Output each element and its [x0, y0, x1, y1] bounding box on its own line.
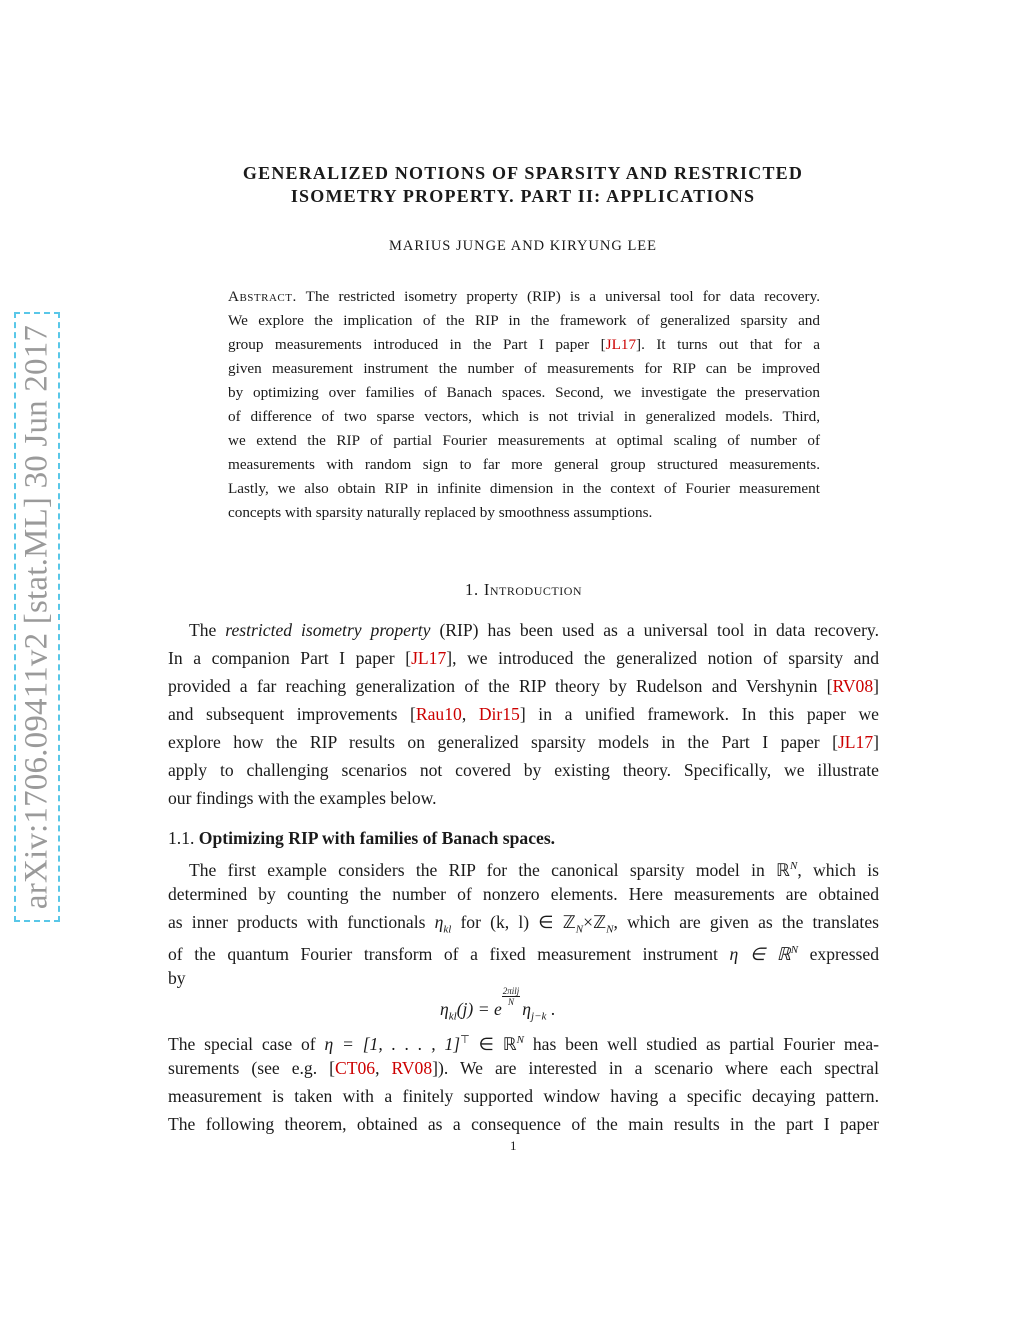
- abstract-line-7: we extend the RIP of partial Fourier measurements at optimal scaling of number of: [228, 432, 820, 449]
- section-heading: 1. Introduction: [464, 580, 583, 599]
- citation-link-jl17[interactable]: JL17: [411, 648, 447, 668]
- arxiv-id: arXiv:1706.09411v2 [stat.ML] 30 Jun 2017: [18, 324, 55, 910]
- intro-line-4: and subsequent improvements [Rau10, Dir15] in a unified framework. In this paper we: [168, 704, 879, 724]
- citation-link-rv08[interactable]: RV08: [832, 676, 874, 696]
- citation-link-dir15[interactable]: Dir15: [478, 704, 520, 724]
- display-equation: $\eta_{kl}(j) = e$ 2πilj N $\eta_{j-k}$ .: [440, 986, 556, 1023]
- citation-link-rau10[interactable]: Rau10: [415, 704, 462, 724]
- arxiv-sidebar: [14, 312, 60, 922]
- page-number: 1: [510, 1138, 517, 1153]
- intro-line-5: explore how the RIP results on generalized sparsity models in the Part I paper [JL17]: [168, 732, 879, 752]
- sub-line-1: The first example considers the RIP for the canonical sparsity model in ℝ$^N$, which is: [189, 859, 879, 880]
- paper-title-line-1: GENERALIZED NOTIONS OF SPARSITY AND RESTRICTED: [242, 163, 804, 183]
- sub-line-6: The special case of η = [1, . . . , 1]⊤ ∈ ℝ$^N$ has been well studied as partial Fourier mea-: [168, 1033, 879, 1054]
- abstract-line-2: We explore the implication of the RIP in the framework of generalized sparsity and: [228, 312, 820, 329]
- citation-link-rv08[interactable]: RV08: [391, 1058, 433, 1078]
- abstract-line-1: Abstract. The restricted isometry property (RIP) is a universal tool for data recovery.: [228, 288, 820, 305]
- sub-line-8: measurement is taken with a finitely supported window having a specific decaying pattern.: [168, 1086, 879, 1106]
- citation-link-jl17[interactable]: JL17: [605, 336, 637, 353]
- abstract-line-8: measurements with random sign to far more general group structured measurements.: [228, 456, 820, 473]
- sub-line-7: surements (see e.g. [CT06, RV08]). We are interested in a scenario where each spectral: [168, 1058, 880, 1078]
- citation-link-jl17[interactable]: JL17: [837, 732, 874, 752]
- abstract-line-6: of difference of two sparse vectors, which is not trivial in generalized models. Third,: [228, 408, 820, 425]
- paper-title-line-2: ISOMETRY PROPERTY. PART II: APPLICATIONS: [290, 186, 756, 206]
- intro-line-6: apply to challenging scenarios not covered by existing theory. Specifically, we illustrate: [168, 760, 879, 780]
- abstract-line-4: given measurement instrument the number of measurements for RIP can be improved: [228, 360, 820, 377]
- intro-line-7: our findings with the examples below.: [168, 788, 437, 808]
- sub-line-3: as inner products with functionals $\eta_{kl}$ for (k, l) ∈ ℤ$_N$×ℤ$_N$, which are given as the translates: [168, 912, 879, 936]
- intro-line-2: In a companion Part I paper [JL17], we introduced the generalized notion of sparsity and: [168, 648, 879, 668]
- intro-line-1: The restricted isometry property (RIP) has been used as a universal tool in data recovery.: [189, 620, 879, 640]
- sub-line-4: of the quantum Fourier transform of a fixed measurement instrument η ∈ ℝ$^N$ expressed: [168, 943, 879, 964]
- sub-line-9: The following theorem, obtained as a consequence of the main results in the part I paper: [168, 1114, 879, 1134]
- abstract-line-5: by optimizing over families of Banach spaces. Second, we investigate the preservation: [228, 384, 820, 401]
- abstract-line-9: Lastly, we also obtain RIP in infinite dimension in the context of Fourier measurement: [228, 480, 820, 497]
- exponent-fraction: 2πilj N: [502, 986, 520, 1007]
- citation-link-ct06[interactable]: CT06: [335, 1058, 376, 1078]
- intro-line-3: provided a far reaching generalization of the RIP theory by Rudelson and Vershynin [RV08]: [168, 676, 879, 696]
- subsection-heading: 1.1. Optimizing RIP with families of Banach spaces.: [168, 828, 556, 848]
- authors: MARIUS JUNGE AND KIRYUNG LEE: [388, 238, 658, 254]
- sub-line-2: determined by counting the number of nonzero elements. Here measurements are obtained: [168, 884, 879, 904]
- abstract-line-3: group measurements introduced in the Part I paper [JL17]. It turns out that for a: [228, 336, 820, 353]
- abstract-label: Abstract.: [228, 288, 297, 305]
- sub-line-5: by: [168, 968, 186, 988]
- abstract-line-10: concepts with sparsity naturally replaced by smoothness assumptions.: [228, 504, 653, 521]
